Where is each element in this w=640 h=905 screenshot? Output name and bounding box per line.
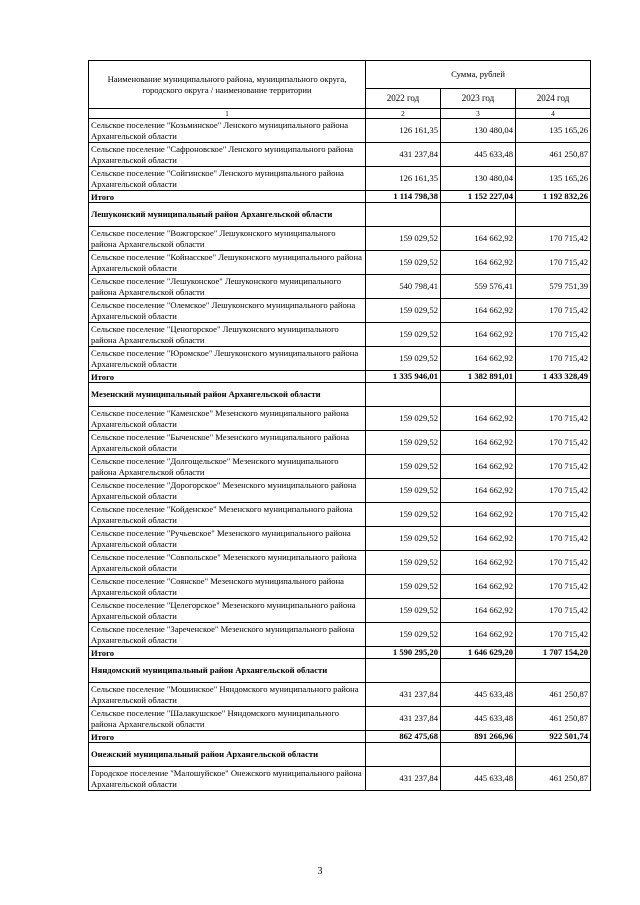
total-label: Итого bbox=[89, 731, 366, 743]
settlement-row bbox=[89, 299, 591, 323]
settlement-row bbox=[89, 683, 591, 707]
amount-2024: 170 715,42 bbox=[516, 431, 591, 455]
amount-2023: 1 152 227,04 bbox=[441, 191, 516, 203]
settlement-name: Сельское поселение "Целегорское" Мезенского муниципального района Архангельской области bbox=[89, 599, 366, 623]
amount-2022: 126 161,35 bbox=[366, 119, 441, 143]
settlement-row bbox=[89, 227, 591, 251]
settlement-name: Сельское поселение "Соянское" Мезенского муниципального района Архангельской области bbox=[89, 575, 366, 599]
amount-2023: 164 662,92 bbox=[441, 575, 516, 599]
amount-2022: 159 029,52 bbox=[366, 503, 441, 527]
amount-2024: 922 501,74 bbox=[516, 731, 591, 743]
settlement-row bbox=[89, 143, 591, 167]
amount-2023: 164 662,92 bbox=[441, 407, 516, 431]
amount-2023: 164 662,92 bbox=[441, 347, 516, 371]
amount-2022: 159 029,52 bbox=[366, 323, 441, 347]
amount-2024: 170 715,42 bbox=[516, 347, 591, 371]
amount-2022 bbox=[366, 203, 441, 227]
settlement-name: Сельское поселение "Быченское" Мезенского муниципального района Архангельской области bbox=[89, 431, 366, 455]
amount-2023: 164 662,92 bbox=[441, 527, 516, 551]
amount-2022: 159 029,52 bbox=[366, 299, 441, 323]
total-label: Итого bbox=[89, 647, 366, 659]
amount-2023: 559 576,41 bbox=[441, 275, 516, 299]
column-index-1: 1 bbox=[89, 109, 366, 119]
settlement-name: Сельское поселение "Совпольское" Мезенского муниципального района Архангельской области bbox=[89, 551, 366, 575]
total-row bbox=[89, 191, 591, 203]
settlement-row bbox=[89, 455, 591, 479]
amount-2022: 1 114 798,38 bbox=[366, 191, 441, 203]
settlement-row bbox=[89, 479, 591, 503]
settlement-row bbox=[89, 275, 591, 299]
settlement-row bbox=[89, 575, 591, 599]
amount-2023: 164 662,92 bbox=[441, 431, 516, 455]
amount-2023: 445 633,48 bbox=[441, 683, 516, 707]
amount-2024: 170 715,42 bbox=[516, 575, 591, 599]
amount-2024: 461 250,87 bbox=[516, 767, 591, 791]
amount-2024: 170 715,42 bbox=[516, 623, 591, 647]
district-name: Лешуконский муниципальный район Архангельской области bbox=[89, 203, 366, 227]
settlement-row bbox=[89, 623, 591, 647]
amount-2023: 164 662,92 bbox=[441, 299, 516, 323]
settlement-name: Сельское поселение "Каменское" Мезенского муниципального района Архангельской области bbox=[89, 407, 366, 431]
amount-2023: 164 662,92 bbox=[441, 455, 516, 479]
amount-2022: 159 029,52 bbox=[366, 251, 441, 275]
header-year-2024: 2024 год bbox=[516, 89, 591, 109]
amount-2023: 164 662,92 bbox=[441, 551, 516, 575]
amount-2024: 579 751,39 bbox=[516, 275, 591, 299]
column-index-2: 2 bbox=[366, 109, 441, 119]
settlement-name: Сельское поселение "Сафроновское" Ленского муниципального района Архангельской области bbox=[89, 143, 366, 167]
amount-2024: 170 715,42 bbox=[516, 551, 591, 575]
amount-2024: 170 715,42 bbox=[516, 479, 591, 503]
amount-2022: 1 335 946,01 bbox=[366, 371, 441, 383]
amount-2022: 431 237,84 bbox=[366, 143, 441, 167]
amount-2023: 1 646 629,20 bbox=[441, 647, 516, 659]
amount-2022: 1 590 295,20 bbox=[366, 647, 441, 659]
settlement-name: Сельское поселение "Вожгорское" Лешуконского муниципального района Архангельской области bbox=[89, 227, 366, 251]
amount-2023: 130 480,04 bbox=[441, 119, 516, 143]
district-section-row bbox=[89, 659, 591, 683]
amount-2024 bbox=[516, 743, 591, 767]
settlement-row bbox=[89, 323, 591, 347]
settlement-name: Сельское поселение "Ценогорское" Лешуконского муниципального района Архангельской области bbox=[89, 323, 366, 347]
amount-2024: 170 715,42 bbox=[516, 407, 591, 431]
settlement-row bbox=[89, 119, 591, 143]
amount-2024: 170 715,42 bbox=[516, 299, 591, 323]
header-year-2023: 2023 год bbox=[441, 89, 516, 109]
total-label: Итого bbox=[89, 371, 366, 383]
header-territory: Наименование муниципального района, муниципального округа, городского округа / наименование территории bbox=[89, 61, 366, 109]
settlement-name: Сельское поселение "Юромское" Лешуконского муниципального района Архангельской области bbox=[89, 347, 366, 371]
amount-2024: 135 165,26 bbox=[516, 119, 591, 143]
amount-2022 bbox=[366, 383, 441, 407]
settlement-name: Сельское поселение "Ручьевское" Мезенского муниципального района Архангельской области bbox=[89, 527, 366, 551]
amount-2023: 164 662,92 bbox=[441, 623, 516, 647]
amount-2024 bbox=[516, 203, 591, 227]
settlement-row bbox=[89, 431, 591, 455]
settlement-name: Сельское поселение "Сойгинское" Ленского муниципального района Архангельской области bbox=[89, 167, 366, 191]
amount-2022: 159 029,52 bbox=[366, 479, 441, 503]
settlement-row bbox=[89, 503, 591, 527]
table-index-row bbox=[89, 109, 591, 119]
amount-2023: 164 662,92 bbox=[441, 251, 516, 275]
amount-2024: 1 707 154,20 bbox=[516, 647, 591, 659]
amount-2024: 170 715,42 bbox=[516, 227, 591, 251]
amount-2023: 164 662,92 bbox=[441, 227, 516, 251]
settlement-name: Сельское поселение "Шалакушское" Няндомского муниципального района Архангельской области bbox=[89, 707, 366, 731]
header-sum: Сумма, рублей bbox=[366, 61, 591, 89]
settlement-name: Сельское поселение "Койнасское" Лешуконского муниципального района Архангельской области bbox=[89, 251, 366, 275]
settlement-name: Городское поселение "Малошуйское" Онежского муниципального района Архангельской области bbox=[89, 767, 366, 791]
settlement-name: Сельское поселение "Лешуконское" Лешуконского муниципального района Архангельской области bbox=[89, 275, 366, 299]
total-row bbox=[89, 371, 591, 383]
table-header-row bbox=[89, 61, 591, 89]
amount-2023 bbox=[441, 383, 516, 407]
settlement-name: Сельское поселение "Долгощельское" Мезенского муниципального района Архангельской области bbox=[89, 455, 366, 479]
column-index-4: 4 bbox=[516, 109, 591, 119]
settlement-name: Сельское поселение "Зареченское" Мезенского муниципального района Архангельской области bbox=[89, 623, 366, 647]
amount-2022: 159 029,52 bbox=[366, 575, 441, 599]
amount-2023: 1 382 891,01 bbox=[441, 371, 516, 383]
total-label: Итого bbox=[89, 191, 366, 203]
amount-2024: 461 250,87 bbox=[516, 683, 591, 707]
amount-2024: 461 250,87 bbox=[516, 143, 591, 167]
amount-2024 bbox=[516, 659, 591, 683]
amount-2024: 1 433 328,49 bbox=[516, 371, 591, 383]
amount-2024: 1 192 832,26 bbox=[516, 191, 591, 203]
amount-2022: 159 029,52 bbox=[366, 623, 441, 647]
amount-2023: 164 662,92 bbox=[441, 503, 516, 527]
settlement-name: Сельское поселение "Дорогорское" Мезенского муниципального района Архангельской области bbox=[89, 479, 366, 503]
amount-2023: 164 662,92 bbox=[441, 599, 516, 623]
settlement-name: Сельское поселение "Козьминское" Ленского муниципального района Архангельской области bbox=[89, 119, 366, 143]
total-row bbox=[89, 647, 591, 659]
amount-2023: 445 633,48 bbox=[441, 767, 516, 791]
amount-2023: 164 662,92 bbox=[441, 323, 516, 347]
settlement-row bbox=[89, 347, 591, 371]
column-index-3: 3 bbox=[441, 109, 516, 119]
settlement-row bbox=[89, 407, 591, 431]
settlement-row bbox=[89, 551, 591, 575]
amount-2024: 135 165,26 bbox=[516, 167, 591, 191]
amount-2024: 461 250,87 bbox=[516, 707, 591, 731]
settlement-row bbox=[89, 707, 591, 731]
district-name: Няндомский муниципальный район Архангельской области bbox=[89, 659, 366, 683]
district-section-row bbox=[89, 203, 591, 227]
amount-2022 bbox=[366, 743, 441, 767]
amount-2022: 159 029,52 bbox=[366, 527, 441, 551]
amount-2022: 126 161,35 bbox=[366, 167, 441, 191]
settlement-row bbox=[89, 527, 591, 551]
amount-2024: 170 715,42 bbox=[516, 527, 591, 551]
amount-2023: 891 266,96 bbox=[441, 731, 516, 743]
amount-2022: 862 475,68 bbox=[366, 731, 441, 743]
settlement-row bbox=[89, 251, 591, 275]
district-name: Мезенский муниципальный район Архангельской области bbox=[89, 383, 366, 407]
amount-2022: 159 029,52 bbox=[366, 227, 441, 251]
amount-2023 bbox=[441, 203, 516, 227]
amount-2023 bbox=[441, 743, 516, 767]
district-section-row bbox=[89, 743, 591, 767]
settlement-name: Сельское поселение "Мошинское" Няндомского муниципального района Архангельской области bbox=[89, 683, 366, 707]
amount-2024: 170 715,42 bbox=[516, 251, 591, 275]
amount-2022: 431 237,84 bbox=[366, 767, 441, 791]
settlement-name: Сельское поселение "Олемское" Лешуконского муниципального района Архангельской области bbox=[89, 299, 366, 323]
header-year-2022: 2022 год bbox=[366, 89, 441, 109]
amount-2022: 431 237,84 bbox=[366, 683, 441, 707]
amount-2024: 170 715,42 bbox=[516, 599, 591, 623]
settlement-name: Сельское поселение "Койденское" Мезенского муниципального района Архангельской области bbox=[89, 503, 366, 527]
amount-2024: 170 715,42 bbox=[516, 503, 591, 527]
district-section-row bbox=[89, 383, 591, 407]
settlement-row bbox=[89, 767, 591, 791]
amount-2022: 159 029,52 bbox=[366, 455, 441, 479]
amount-2023: 130 480,04 bbox=[441, 167, 516, 191]
amount-2022: 540 798,41 bbox=[366, 275, 441, 299]
settlement-row bbox=[89, 167, 591, 191]
district-name: Онежский муниципальный район Архангельской области bbox=[89, 743, 366, 767]
amount-2024: 170 715,42 bbox=[516, 323, 591, 347]
settlement-row bbox=[89, 599, 591, 623]
amount-2022: 159 029,52 bbox=[366, 599, 441, 623]
amount-2023: 445 633,48 bbox=[441, 707, 516, 731]
page-number: 3 bbox=[317, 866, 323, 877]
amount-2023 bbox=[441, 659, 516, 683]
total-row bbox=[89, 731, 591, 743]
amount-2023: 445 633,48 bbox=[441, 143, 516, 167]
amount-2024 bbox=[516, 383, 591, 407]
amount-2023: 164 662,92 bbox=[441, 479, 516, 503]
amount-2022: 159 029,52 bbox=[366, 551, 441, 575]
budget-table bbox=[88, 60, 591, 791]
amount-2022: 431 237,84 bbox=[366, 707, 441, 731]
amount-2022: 159 029,52 bbox=[366, 431, 441, 455]
amount-2022: 159 029,52 bbox=[366, 407, 441, 431]
amount-2022: 159 029,52 bbox=[366, 347, 441, 371]
amount-2022 bbox=[366, 659, 441, 683]
amount-2024: 170 715,42 bbox=[516, 455, 591, 479]
